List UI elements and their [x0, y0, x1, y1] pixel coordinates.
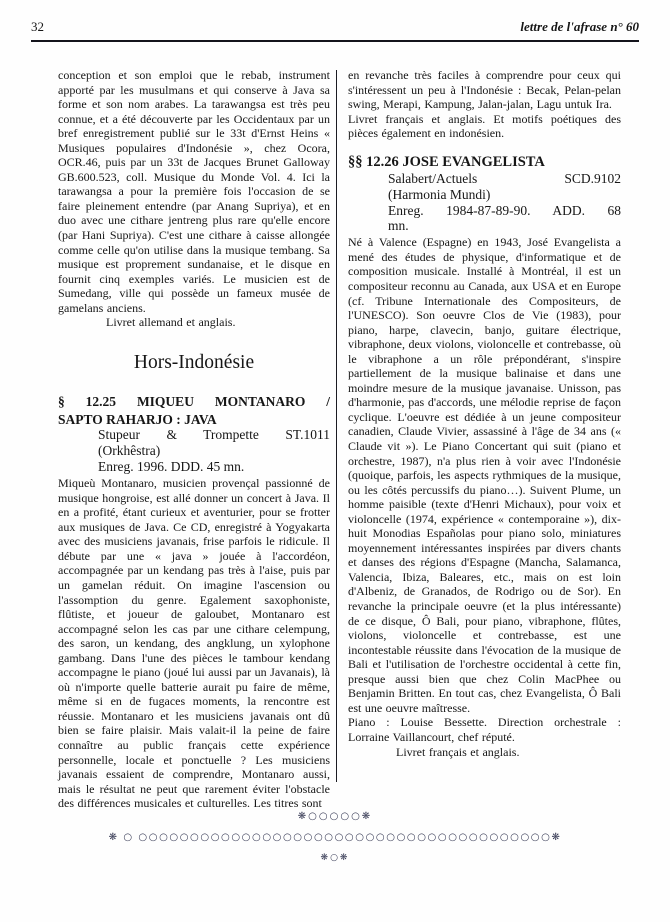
- entry-12-25: [58, 394, 330, 811]
- section-heading-hors-indonesie: Hors-Indonésie: [133, 351, 255, 373]
- ref-label-catalog: Stupeur & Trompette ST.1011: [98, 427, 330, 443]
- entry-credits: Piano : Louise Bessette. Direction orchestrale : Lorraine Vaillancourt, chef réputé.: [348, 715, 621, 744]
- entry-body: Miqueù Montanaro, musicien provençal passionné de musique hongroise, est allé donner un concert à Java. Il en a profité, étant curieux et aventurier, pour se frotter aux musiques de Java. Ce CD, enregistré à Yogyakarta avec des musiciens javanais, frise parfois le ridicule. Il débute par une « java » jouée à l'accordéon, accompagnée par un kendang pas très à l'aise, puis par un gamelan réduit. On imagine l'ascension ou l'assomption du genre. Egalement saxophoniste, flûtiste, et joueur de galoubet, Montanaro est accompagné selon les cas par une cithare celempung, des saron, un kendang, des angklung, un xylophone gambang. Dans l'une des pièces le tambour kendang accompagne le piano (joué lui aussi par un Javanais), là où n'importe quelle batterie aurait pu faire de même, même si en de fugaces moments, la rencontre est réussie. Montanaro et les musiciens javanais ont dû bien se faire plaisir. Mais valait-il la peine de faire connaître au public français cette expérience personnelle, locale et ponctuelle ? Les musiciens javanais essaient de comprendre, Montanaro aussi, mais le résultat ne peut que rarement éviter l'obstacle des différences musicales et culturelles. Les titres sont: [58, 476, 330, 811]
- entry-reference-block: [98, 427, 330, 475]
- two-column-layout: [58, 68, 622, 811]
- ref-label-publisher: (Orkhêstra): [98, 443, 161, 459]
- entry-title-line2: SAPTO RAHARJO : JAVA: [58, 411, 217, 427]
- ornament-row-middle: ❋ ○ ○○○○○○○○○○○○○○○○○○○○○○○○○○○○○○○○○○○○○○○○❋: [108, 832, 562, 843]
- booklet-note: Livret allemand et anglais.: [106, 315, 236, 330]
- journal-title: lettre de l'afrase n° 60: [520, 19, 639, 34]
- entry-title-line1: § 12.25 MIQUEU MONTANARO /: [58, 393, 330, 409]
- paragraph-continued: conception et son emploi que le rebab, instrument apporté par les musulmans et qui conserve à Java sa forme et son nom arabes. La tarawangsa est très peu connue, et a été découverte par les Occidentaux par un bref enregistrement publié sur le 33t d'Ernst Heins « Musiques populaires d'Indonésie », chez Ocora, OCR.46, puis par un 33t de Jacques Brunet Galloway GB.600.523, coll. Musique du Monde Vol. 4. Ici la tarawangsa a pour la première fois l'occasion de se faire pleinement entendre (par Anang Supriya), et en duo avec une cithare jentreng plus rare qu'elle encore (par Hani Supriya). C'est une cithare à caisse allongée comme celle qu'on utilise dans la musique tembang. Sa musique est proprement sundanaise, et le disque en fournit cinq exemples variés. Le musicien est de Sumedang, ville qui possède un fameux musée de gamelans anciens.: [58, 68, 330, 315]
- ornament-row-bottom: ❋○❋: [320, 853, 350, 863]
- paragraph-continued: en revanche très faciles à comprendre pour ceux qui s'intéressent un peu à l'Indonésie : Becak, Pelan-pelan swing, Merapi, Kampung, Jalan-jalan, Lagu untuk Ira.: [348, 68, 621, 112]
- ref-label-publisher: (Harmonia Mundi): [388, 186, 491, 202]
- ref-label-duration: mn.: [388, 218, 409, 234]
- footer-ornaments: [0, 806, 670, 868]
- booklet-note: Livret français et anglais. Et motifs poétiques des pièces également en indonésien.: [348, 111, 621, 141]
- entry-title: §§ 12.26 JOSE EVANGELISTA: [348, 153, 545, 170]
- right-column: [348, 68, 621, 811]
- page-header: [31, 19, 639, 42]
- page-number: 32: [31, 19, 44, 34]
- entry-reference-block: [388, 171, 621, 235]
- ornament-row-top: ❋○○○○○❋: [297, 811, 373, 822]
- ref-label-catalog: Salabert/Actuels SCD.9102: [388, 170, 621, 186]
- entry-12-26: [348, 154, 621, 759]
- entry-body: Né à Valence (Espagne) en 1943, José Evangelista a mené des études de physique, d'informatique et de composition musicale. Installé à Montréal, il est un compositeur reconnu au Canada, aux USA et en Europe (cf. Tribune Internationale des Compositeurs, de l'UNESCO). Son oeuvre Clos de Vie (1983), pour piano, harpe, clavecin, banjo, guitare électrique, vibraphone, deux violons, violoncelle et contrebasse, où le vibraphone a un rôle prépondérant, s'inspire partiellement de la musique balinaise et dans une moindre mesure de la musique javanaise. Unisson, pas d'harmonie, pas d'accords, une mélodie reprise de façon cyclique. L'oeuvre est dédiée à un jeune compositeur canadien, Claude Vivier, assassiné à l'âge de 34 ans (« Claude vit »). Le Piano Concertant qui suit (piano et orchestre, 1987), n'a plus rien à voir avec l'Indonésie (quoique, parfois, les aspects rythmiques de la musique, ou les côtés percussifs du piano…). Suivent Plume, un homme paisible (texte d'Henri Michaux), pour voix et violoncelle (1974, expérience « contemporaine »), dix-huit Monodias Españolas pour piano solo, miniatures moyennement intéressantes inspirées par divers chants et danses des régions d'Espagne (Mancha, Salamanca, Valencia, Ibiza, Baleares, etc., mais on est loin d'Albeniz, de Granados, de Rodrigo ou de Sor). En revanche la principale oeuvre (et la plus intéressante) de ce disque, Ô Bali, pour piano, vibraphone, flûtes, violons, violoncelle et contrebasse, est une incontestable réussite dans l'évocation de la musique de Bali et l'utilisation de l'orchestre occidental à cette fin, presque aussi bien que chez Colin MacPhee ou Benjamin Britten. En tout cas, chez Evangelista, Ô Bali est une oeuvre maîtresse.: [348, 235, 621, 715]
- booklet-note: Livret français et anglais.: [396, 744, 520, 759]
- ref-label-recording: Enreg. 1984-87-89-90. ADD. 68: [388, 202, 621, 218]
- column-divider-rule: [336, 70, 337, 782]
- left-column: [58, 68, 330, 811]
- ref-label-recording: Enreg. 1996. DDD. 45 mn.: [98, 459, 245, 475]
